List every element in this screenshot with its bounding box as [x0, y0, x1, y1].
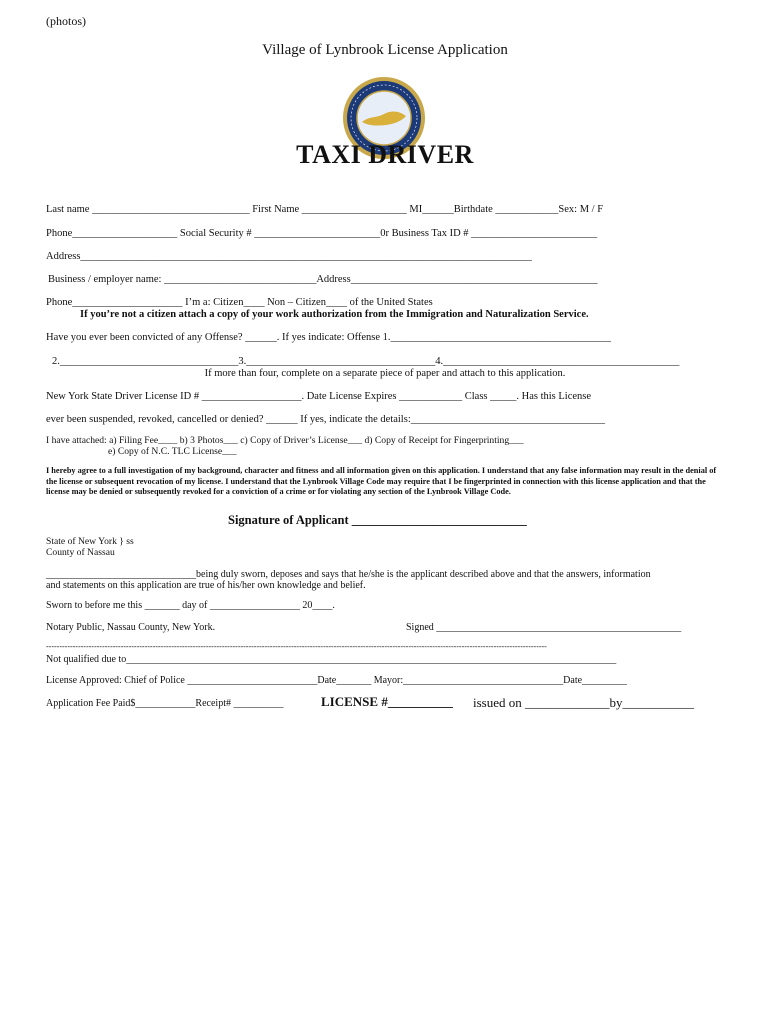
- driver-license-line: New York State Driver License ID # ___________________. Date License Expires ____________ Class _____. Has this License: [46, 391, 592, 402]
- license-number: LICENSE #__________: [321, 694, 453, 709]
- employer-line: Business / employer name: _____________________________Address_______________________________________________: [48, 274, 598, 285]
- form-title: TAXI DRIVER: [296, 140, 474, 169]
- signed-line: Signed _________________________________________________: [406, 622, 682, 633]
- county-line: County of Nassau: [46, 547, 115, 558]
- offense-list-line: 2.__________________________________3.____________________________________4._____________________________________________: [52, 356, 680, 367]
- sworn-before-line: Sworn to before me this _______ day of __________________ 20____.: [46, 600, 335, 611]
- issued-on-line: issued on _____________by___________: [473, 695, 694, 710]
- approval-line: License Approved: Chief of Police __________________________Date_______ Mayor:________________________________Date_________: [46, 675, 628, 686]
- fee-paid-line: Application Fee Paid$____________Receipt# __________: [46, 698, 284, 709]
- document-header: Village of Lynbrook License Application: [262, 42, 508, 58]
- address-line: Address______________________________________________________________________________________: [46, 251, 532, 262]
- notary-line: Notary Public, Nassau County, New York.: [46, 622, 216, 633]
- offense-note: If more than four, complete on a separate piece of paper and attach to this application.: [204, 368, 566, 379]
- attachments-line-2: e) Copy of N.C. TLC License___: [108, 446, 237, 457]
- offense-question: Have you ever been convicted of any Offense? ______. If yes indicate: Offense 1.__________________________________________: [46, 332, 612, 343]
- state-line: State of New York } ss: [46, 536, 134, 547]
- agreement-paragraph: I hereby agree to a full investigation of my background, character and fitness and all information given on this application. I understand that any false information may result in the denial of the license or subsequent revocation of my license. I understand that the Lynbrook Village Code may require that I be fingerprinted in connection with this license application and that the license may be denied or subsequently revoked for a conviction of a crime or for violating any section of the Lynbrook Village Code.: [46, 466, 717, 496]
- citizen-notice: If you’re not a citizen attach a copy of your work authorization from the Immigration and Naturalization Service.: [80, 309, 589, 320]
- sworn-statement-2: and statements on this application are true of his/her own knowledge and belief.: [46, 580, 366, 591]
- photos-label: (photos): [46, 14, 86, 28]
- applicant-signature: Signature of Applicant ____________________________: [228, 513, 527, 527]
- phone-ssn-line: Phone____________________ Social Security # ________________________0r Business Tax ID # ________________________: [46, 228, 598, 239]
- name-line: Last name ______________________________ First Name ____________________ MI______Birthdate ____________Sex: M / F: [46, 204, 604, 215]
- attachments-line: I have attached: a) Filing Fee____ b) 3 Photos___ c) Copy of Driver’s License___ d) Copy of Receipt for Fingerprinting___: [46, 435, 524, 446]
- divider-dashes: --------------------------------------------------------------------------------------------------------------------------------------------------------------------------------------------: [46, 642, 547, 651]
- suspension-line: ever been suspended, revoked, cancelled or denied? ______ If yes, indicate the details:_____________________________________: [46, 414, 605, 425]
- citizenship-line: Phone_____________________ I’m a: Citizen____ Non – Citizen____ of the United States: [46, 297, 433, 308]
- sworn-statement-1: ______________________________being duly sworn, deposes and says that he/she is the applicant described above and that the answers, information: [46, 569, 651, 580]
- not-qualified-line: Not qualified due to__________________________________________________________________________________________________: [46, 654, 617, 665]
